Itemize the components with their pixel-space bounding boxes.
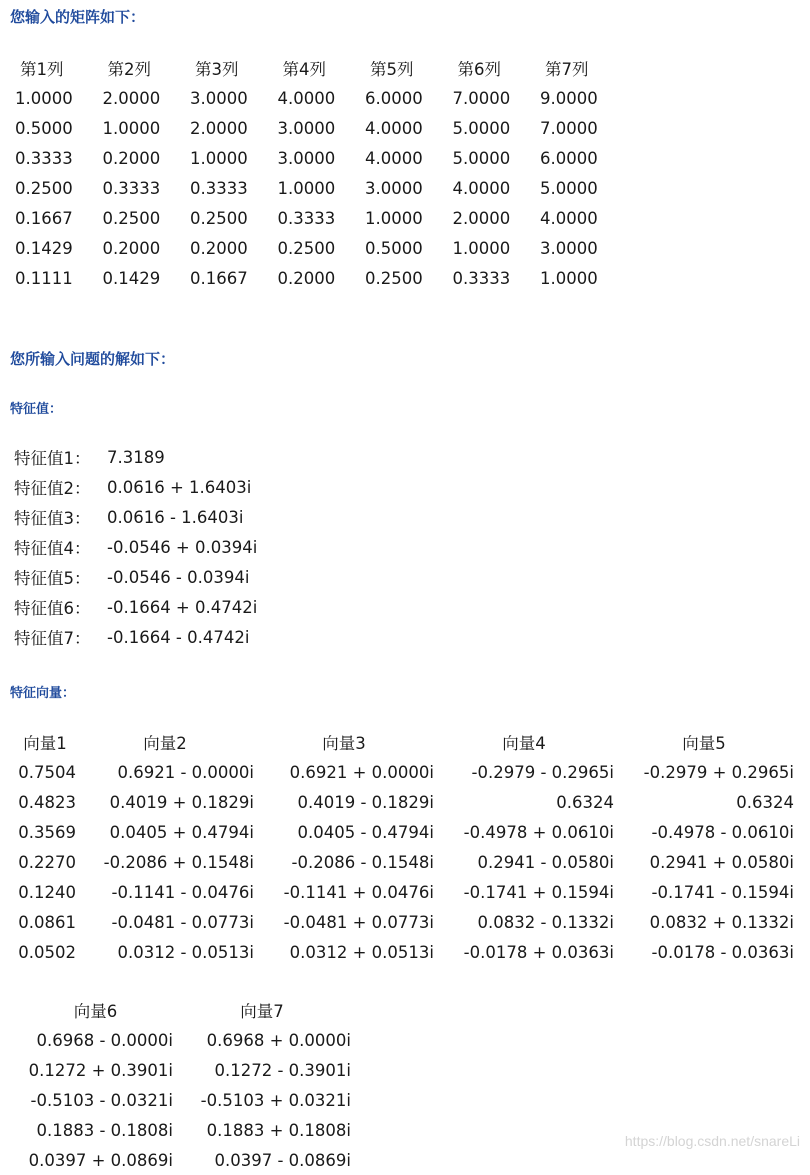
matrix-cell: 4.0000 [452,178,511,198]
matrix-cell: 9.0000 [540,88,598,108]
vector-cell: -0.1741 - 0.1594i [651,882,794,902]
vector-cell: 0.4823 [18,792,76,812]
vector-cell: 0.1240 [18,882,76,902]
matrix-cell: 6.0000 [365,88,423,108]
vector-cell: 0.1883 - 0.1808i [36,1120,173,1140]
eigenvalue-value: -0.0546 + 0.0394i [107,537,258,557]
eigenvalue-row [14,502,257,532]
matrix-column-header: 第5列 [370,60,414,79]
vector-cell: -0.1141 - 0.0476i [111,882,254,902]
matrix-cell: 0.2000 [102,148,161,168]
matrix-cell: 0.2000 [102,238,161,258]
matrix-table [15,53,628,293]
eigenvalues-heading: 特征值： [10,402,63,417]
matrix-cell: 3.0000 [277,148,336,168]
vector-cell: 0.2941 - 0.0580i [477,852,614,872]
vector-cell: -0.4978 + 0.0610i [463,822,614,842]
eigenvalue-label: 特征值1： [14,449,91,468]
vector-row [14,907,794,937]
vector-cell: 0.0502 [18,942,76,962]
matrix-cell: 7.0000 [540,118,598,138]
vector-row [18,1115,351,1145]
matrix-cell: 0.2500 [277,238,336,258]
vector-row [18,1145,351,1175]
vector-cell: -0.0481 + 0.0773i [283,912,434,932]
matrix-column-header: 第1列 [20,60,64,79]
eigenvalue-row [14,532,257,562]
matrix-cell: 0.2500 [365,268,423,288]
vector-column-header: 向量1 [23,734,67,753]
matrix-cell: 0.2500 [190,208,248,228]
vector-cell: 0.0861 [18,912,76,932]
matrix-header-row [15,53,628,83]
eigenvalue-row [14,622,257,652]
vector-row [14,937,794,967]
vector-cell: 0.0405 - 0.4794i [297,822,434,842]
vector-column-header: 向量6 [73,1002,118,1021]
vector-column-header: 向量7 [240,1002,284,1021]
vector-cell: 0.3569 [18,822,76,842]
matrix-cell: 1.0000 [15,88,73,108]
eigenvalue-row [14,562,257,592]
eigenvalue-value: -0.0546 - 0.0394i [107,567,250,587]
matrix-cell: 1.0000 [365,208,423,228]
matrix-row [15,233,628,263]
vector-cell: -0.5103 + 0.0321i [200,1090,351,1110]
vector-row [14,817,794,847]
matrix-row [15,143,628,173]
matrix-cell: 2.0000 [190,118,248,138]
eigenvalue-label: 特征值2： [14,479,91,498]
vector-cell: -0.0481 - 0.0773i [111,912,254,932]
vector-cell: 0.6921 - 0.0000i [117,762,254,782]
vector-cell: 0.6968 + 0.0000i [206,1030,351,1050]
matrix-cell: 2.0000 [452,208,511,228]
matrix-cell: 0.3333 [15,148,73,168]
matrix-cell: 7.0000 [452,88,511,108]
matrix-cell: 5.0000 [452,148,511,168]
vector-column-header: 向量4 [502,734,546,753]
eigenvectors-heading: 特征向量： [10,686,76,701]
vector-cell: 0.0312 + 0.0513i [289,942,434,962]
vector-cell: 0.6921 + 0.0000i [289,762,434,782]
matrix-cell: 1.0000 [540,268,598,288]
vector-row [14,757,794,787]
matrix-cell: 0.1667 [15,208,73,228]
eigenvalue-value: 0.0616 - 1.6403i [107,507,244,527]
matrix-cell: 4.0000 [277,88,336,108]
matrix-cell: 0.3333 [452,268,511,288]
vector-row [18,1055,351,1085]
eigenvalue-row [14,442,257,472]
vector-cell: -0.4978 - 0.0610i [651,822,794,842]
vector-cell: 0.0832 - 0.1332i [477,912,614,932]
matrix-cell: 1.0000 [190,148,248,168]
vector-cell: -0.1141 + 0.0476i [283,882,434,902]
matrix-cell: 5.0000 [452,118,511,138]
matrix-column-header: 第4列 [282,60,326,79]
vector-row [14,847,794,877]
vector-cell: -0.5103 - 0.0321i [30,1090,173,1110]
matrix-cell: 0.2500 [15,178,73,198]
vector-column-header: 向量5 [682,734,726,753]
matrix-cell: 1.0000 [102,118,161,138]
matrix-cell: 3.0000 [365,178,423,198]
matrix-cell: 0.1111 [15,268,73,288]
vector-column-header: 向量2 [143,734,187,753]
vector-cell: -0.2086 - 0.1548i [291,852,434,872]
vector-cell: 0.0397 - 0.0869i [214,1150,351,1170]
vector-cell: 0.2270 [18,852,76,872]
eigenvalue-label: 特征值7： [14,629,91,648]
eigenvalue-row [14,472,257,502]
matrix-column-header: 第3列 [195,60,239,79]
vector-cell: 0.0397 + 0.0869i [28,1150,173,1170]
matrix-row [15,263,628,293]
watermark: https://blog.csdn.net/snareLi [624,1133,800,1149]
matrix-cell: 0.1667 [190,268,248,288]
vector-cell: 0.1272 + 0.3901i [28,1060,173,1080]
eigenvalue-label: 特征值5： [14,569,91,588]
vector-cell: 0.7504 [18,762,76,782]
eigenvectors-table-part1 [14,727,794,967]
vector-row [18,1025,351,1055]
matrix-row [15,113,628,143]
vector-cell: 0.0312 - 0.0513i [117,942,254,962]
matrix-cell: 0.2000 [277,268,336,288]
vector-cell: 0.6324 [556,792,614,812]
matrix-cell: 0.5000 [15,118,73,138]
vectors-header-row [18,995,351,1025]
vector-cell: -0.2979 + 0.2965i [643,762,794,782]
matrix-cell: 2.0000 [102,88,161,108]
eigenvalue-label: 特征值3： [14,509,91,528]
matrix-cell: 4.0000 [365,118,423,138]
vector-cell: 0.2941 + 0.0580i [649,852,794,872]
vector-row [14,877,794,907]
vectors-header-row [14,727,794,757]
vector-cell: -0.0178 + 0.0363i [463,942,614,962]
vector-column-header: 向量3 [322,734,366,753]
eigenvalue-row [14,592,257,622]
vector-cell: -0.2086 + 0.1548i [103,852,254,872]
matrix-row [15,83,628,113]
eigenvectors-table-part2 [18,995,351,1175]
matrix-cell: 0.3333 [277,208,336,228]
matrix-cell: 4.0000 [540,208,598,228]
vector-cell: -0.1741 + 0.1594i [463,882,614,902]
matrix-cell: 0.1429 [102,268,161,288]
matrix-column-header: 第2列 [107,60,151,79]
matrix-cell: 4.0000 [365,148,423,168]
vector-cell: -0.0178 - 0.0363i [651,942,794,962]
vector-cell: 0.6968 - 0.0000i [36,1030,173,1050]
eigenvalues-table [14,442,257,652]
solution-heading: 您所输入问题的解如下： [10,350,176,368]
matrix-cell: 1.0000 [277,178,336,198]
matrix-heading: 您输入的矩阵如下： [10,8,146,26]
matrix-cell: 5.0000 [540,178,598,198]
matrix-cell: 6.0000 [540,148,598,168]
vector-cell: 0.4019 + 0.1829i [109,792,254,812]
matrix-cell: 0.2500 [102,208,161,228]
vector-cell: 0.0405 + 0.4794i [109,822,254,842]
vector-row [14,787,794,817]
matrix-cell: 0.3333 [102,178,161,198]
matrix-row [15,203,628,233]
matrix-cell: 0.1429 [15,238,73,258]
vector-cell: 0.6324 [736,792,794,812]
eigenvalue-value: 7.3189 [107,447,165,467]
eigenvalue-label: 特征值4： [14,539,91,558]
vector-cell: 0.0832 + 0.1332i [649,912,794,932]
matrix-cell: 0.2000 [190,238,248,258]
matrix-cell: 0.3333 [190,178,248,198]
eigenvalue-value: -0.1664 + 0.4742i [107,597,258,617]
vector-cell: 0.1272 - 0.3901i [214,1060,351,1080]
matrix-row [15,173,628,203]
matrix-cell: 3.0000 [277,118,336,138]
matrix-cell: 3.0000 [540,238,598,258]
matrix-column-header: 第7列 [545,60,589,79]
vector-row [18,1085,351,1115]
vector-cell: -0.2979 - 0.2965i [471,762,614,782]
vector-cell: 0.4019 - 0.1829i [297,792,434,812]
matrix-cell: 3.0000 [190,88,248,108]
vector-cell: 0.1883 + 0.1808i [206,1120,351,1140]
matrix-cell: 1.0000 [452,238,511,258]
eigenvalue-value: 0.0616 + 1.6403i [107,477,252,497]
eigenvalue-value: -0.1664 - 0.4742i [107,627,250,647]
matrix-column-header: 第6列 [457,60,501,79]
matrix-cell: 0.5000 [365,238,423,258]
eigenvalue-label: 特征值6： [14,599,91,618]
